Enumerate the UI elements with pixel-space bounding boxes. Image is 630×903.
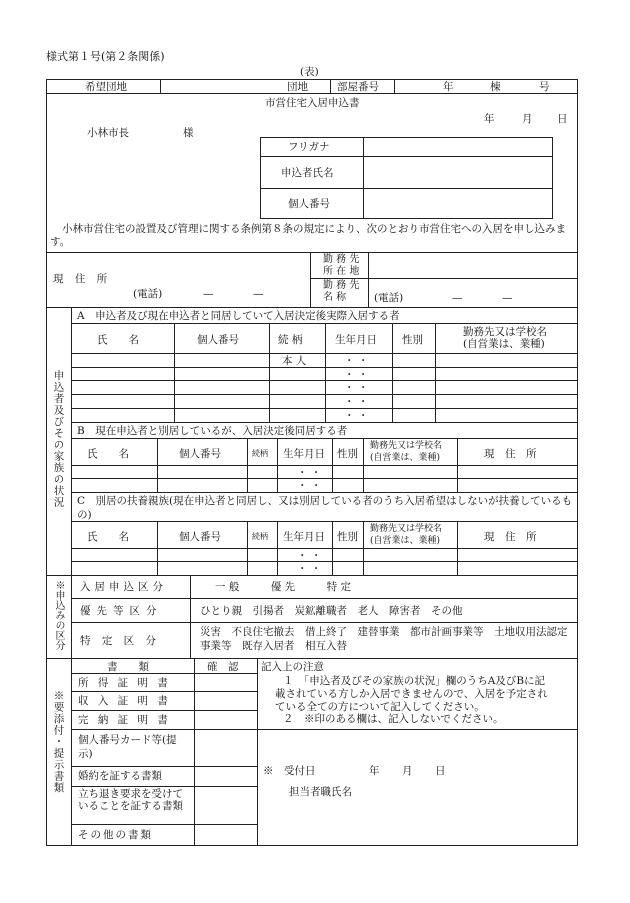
- work-phone-label: (電話): [374, 292, 404, 304]
- c-col-work-sub: (自営業は、業種): [370, 536, 441, 546]
- mynumber-label: 個人番号: [288, 198, 330, 210]
- category-row-2-label: 優先等区分: [80, 605, 163, 617]
- doc-item-5: 婚約を証する書類: [78, 770, 162, 782]
- heya-bango-label: 部屋番号: [337, 81, 379, 93]
- doc-item-1: 所 得 証 明 書: [78, 677, 171, 689]
- danchi-label: 団地: [287, 81, 308, 93]
- a-col-work: 勤務先又は学校名: [463, 326, 547, 338]
- a-col-work-sub: (自営業は、業種): [463, 338, 545, 350]
- section-a-title: A 申込者及び現在申込者と同居していて入居決定後実際入居する者: [77, 310, 400, 322]
- work-phone-dash-2: —: [502, 292, 513, 304]
- staff-label: 担当者職氏名: [289, 786, 352, 798]
- nen-label: 年: [443, 81, 454, 93]
- application-form: [46, 79, 578, 846]
- reception-month: 月: [402, 765, 413, 777]
- b-col-work: 勤務先又は学校名: [370, 441, 443, 451]
- a-col-mynumber: 個人番号: [197, 334, 239, 346]
- doc-item-2: 収 入 証 明 書: [78, 695, 171, 707]
- a-col-relation: 続 柄: [278, 334, 303, 346]
- category-row-3-label: 特 定 区 分: [80, 635, 161, 647]
- doc-item-7: その他の書類: [78, 829, 153, 841]
- category-row-3-options: 災害 不良住宅撤去 借上終了 建替事業 都市計画事業等 土地収用法認定事業等 既存入居者 相互入替: [200, 626, 568, 652]
- category-row-1-label: 入居申込区分: [80, 581, 167, 593]
- addressee: 小林市長: [87, 127, 129, 139]
- kibo-danchi-label: 希望団地: [85, 81, 127, 93]
- c-dots-2: ・ ・: [297, 563, 322, 575]
- b-col-work-sub: (自営業は、業種): [370, 453, 441, 463]
- b-col-mynumber: 個人番号: [179, 448, 221, 460]
- a-col-sex: 性別: [402, 334, 423, 346]
- sama: 様: [183, 127, 194, 139]
- c-col-relation: 続柄: [252, 532, 268, 541]
- phone-dash-2: —: [253, 288, 264, 300]
- c-col-sex: 性別: [337, 531, 358, 543]
- address-label: 現 住 所: [53, 273, 112, 285]
- doc-item-4: 個人番号カード等(提示): [78, 734, 177, 760]
- note-2: ２ ※印のある欄は、記入しないでください。: [283, 713, 504, 725]
- family-side-label: 申込者及びその家族の状況: [52, 370, 65, 508]
- reception-day: 日: [435, 765, 446, 777]
- b-col-relation: 続柄: [252, 449, 268, 458]
- c-col-address: 現 住 所: [484, 531, 537, 543]
- c-dots-1: ・ ・: [297, 550, 322, 562]
- category-row-1-options: 一 般 優 先 特 定: [215, 581, 352, 593]
- section-c-title: C 別居の扶養親族(現在申込者と同居し、又は別居している者のうち入居希望はしないが扶養しているもの): [77, 495, 573, 522]
- work-address-label: 勤 務 先 所 在 地: [323, 254, 360, 277]
- a-col-birth: 生年月日: [335, 334, 377, 346]
- b-col-name: 氏 名: [87, 448, 129, 460]
- work-phone-dash-1: —: [452, 292, 463, 304]
- a-dots-4: ・ ・: [344, 396, 369, 408]
- category-side-label: ※申込みの区分: [53, 580, 64, 650]
- reception-year: 年: [369, 765, 380, 777]
- b-col-address: 現 住 所: [484, 448, 537, 460]
- b-dots-1: ・ ・: [297, 467, 322, 479]
- phone-dash-1: —: [203, 288, 214, 300]
- category-row-2-options: ひとり親 引揚者 炭鉱離職者 老人 障害者 その他: [200, 605, 463, 617]
- c-col-name: 氏 名: [87, 531, 129, 543]
- date-year: 年: [484, 113, 495, 125]
- section-b-title: B 現在申込者と別居しているが、入居決定後同居する者: [77, 425, 348, 437]
- a-dots-3: ・ ・: [344, 382, 369, 394]
- note-1: １ 「申込者及びその家族の状況」欄のうちA及びBに記載されている方しか入居できませんので、入居を予定されている全ての方について記入してください。: [275, 675, 548, 714]
- check-head-label: 確 認: [207, 661, 239, 673]
- b-dots-2: ・ ・: [297, 480, 322, 492]
- side-label: (表): [300, 66, 319, 78]
- doc-head-label: 書 類: [107, 661, 149, 673]
- notes-title: 記入上の注意: [261, 661, 324, 673]
- reception-label: ※ 受付日: [263, 765, 316, 777]
- furigana-label: フリガナ: [288, 141, 330, 153]
- a-dots-5: ・ ・: [344, 410, 369, 422]
- c-col-birth: 生年月日: [283, 531, 325, 543]
- go-label: 号: [539, 81, 550, 93]
- to-label: 棟: [490, 81, 501, 93]
- c-col-work: 勤務先又は学校名: [370, 524, 443, 534]
- a-dots-2: ・ ・: [344, 369, 369, 381]
- doc-item-6: 立ち退き要求を受けていることを証する書類: [78, 788, 183, 813]
- applicant-name-label: 申込者氏名: [281, 167, 334, 179]
- applicant-box: [260, 137, 553, 219]
- date-month: 月: [522, 113, 533, 125]
- a-dots-1: ・ ・: [344, 355, 369, 367]
- form-title: 市営住宅入居申込書: [265, 97, 360, 109]
- c-col-mynumber: 個人番号: [179, 531, 221, 543]
- work-name-label: 勤 務 先 名 称: [323, 280, 360, 303]
- b-col-birth: 生年月日: [283, 448, 325, 460]
- b-col-sex: 性別: [337, 448, 358, 460]
- documents-side-label: ※要添付・提示書類: [52, 690, 65, 794]
- form-number: 様式第１号(第２条関係): [46, 50, 165, 63]
- intro-text: 小林市営住宅の設置及び管理に関する条例第８条の規定により、次のとおり市営住宅への入居を申し込みます。: [50, 223, 566, 248]
- phone-label: (電話): [133, 288, 163, 300]
- a-col-name: 氏 名: [97, 334, 139, 346]
- honnin-label: 本 人: [282, 355, 307, 367]
- date-day: 日: [557, 113, 568, 125]
- doc-item-3: 完 納 証 明 書: [78, 714, 171, 726]
